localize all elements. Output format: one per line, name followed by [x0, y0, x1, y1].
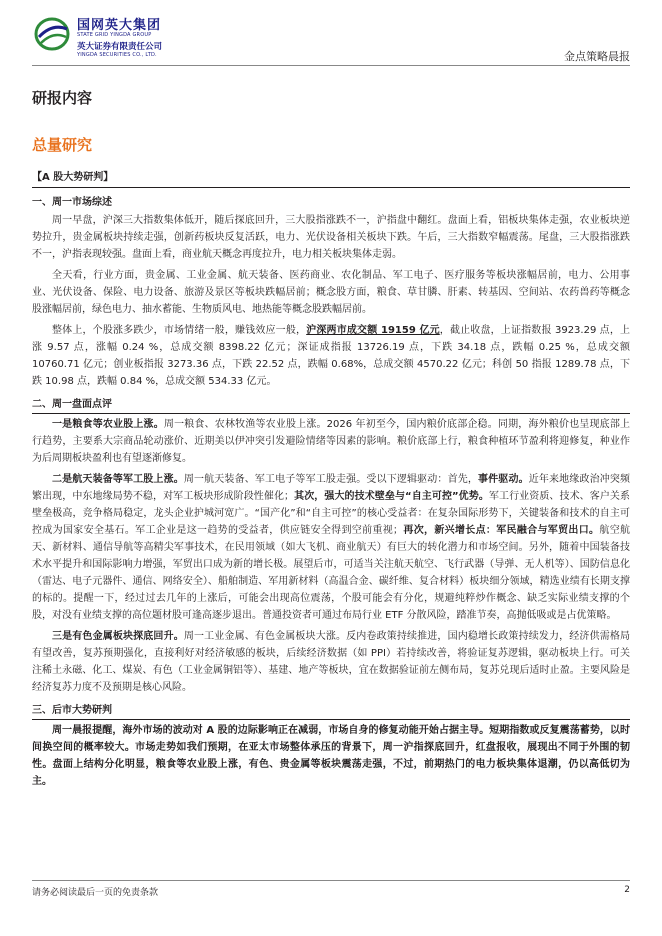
bold-span: 事件驱动。 [478, 474, 529, 485]
main-content [32, 86, 630, 794]
turnover-highlight: 沪深两市成交额 19159 亿元 [306, 325, 440, 336]
section-title: 研报内容 [32, 89, 93, 107]
paragraph-market-review-1: 周一早盘，沪深三大指数集体低开，随后探底回升，三大股指涨跌不一，沪指盘中翻红。盘面上看，铝板块集体走强，农业板块逆势拉升，贵金属板块持续走强，创新药板块反复活跃，电力、光伏设备相关板块下跌。午后，三大指数窄幅震荡。尾盘，三大股指涨跌不一，沪指表现较强。盘面上看，商业航天概念再度拉升，电力相关板块集体走弱。 [32, 215, 630, 260]
bold-span: 再次，新兴增长点：军民融合与军贸出口。 [403, 525, 600, 536]
paragraph-agriculture [32, 416, 630, 467]
company-logo-icon [33, 17, 73, 51]
text-span: 整体上，个股涨多跌少，市场情绪一般，赚钱效应一般， [52, 325, 307, 336]
paragraph-nonferrous [32, 628, 630, 696]
text-span: 周一航天装备、军工电子等军工股走强。受以下逻辑驱动：首先， [183, 474, 479, 485]
bold-lead: 一是粮食等农业股上涨。 [52, 419, 164, 430]
logo-subsidiary-english: YINGDA SECURITIES CO., LTD. [77, 52, 157, 58]
topic-tag: 【A 股大势研判】 [32, 168, 630, 188]
heading-market-review: 一、周一市场综述 [32, 197, 112, 208]
text-span: 周一工业金属、有色金属板块大涨。反内卷政策持续推进，国内稳增长政策持续发力，经济供需格局有望改善，复苏预期强化，直接利好对经济敏感的板块，后续经济数据（如 PPI）若持续改善，将验证复苏逻辑，驱动板块上行。可关注稀土永磁、化工、煤炭、有色（工业金属铜铝等）、基建、地产等板块，宜在数据验证前左侧布局，复苏兑现后适时止盈。主要风险是经济复苏力度不及预期是核心风险。 [32, 631, 631, 693]
paragraph-market-review-3 [32, 322, 630, 390]
heading-market-comment: 二、周一盘面点评 [32, 397, 630, 414]
paragraph-outlook: 周一晨报提醒，海外市场的波动对 A 股的边际影响正在减弱，市场自身的修复动能开始占据主导。短期指数或反复震荡蓄势，以时间换空间的概率较大。市场走势如我们预期，在亚太市场整体承压的背景下，周一沪指探底回升，红盘报收，展现出不同于外围的韧性。盘面上结构分化明显，粮食等农业股上涨，有色、贵金属等板块震荡走强，不过，前期热门的电力板块集体退潮，仍以高低切为主。 [32, 725, 630, 787]
text-span: 周一粮食、农林牧渔等农业股上涨。2026 年初至今，国内粮价底部企稳。同期，海外粮价也呈现底部上行趋势，主要系大宗商品轮动涨价、近期美以伊冲突引发避险情绪等因素的影响。粮价底部上行，粮食种植环节盈利将迎修复，种业作为后周期板块盈利也有望逐渐修复。 [32, 419, 630, 464]
bold-lead: 二是航天装备等军工股上涨。 [52, 474, 184, 485]
logo-subsidiary-name: 英大证券有限责任公司 [77, 42, 163, 52]
heading-outlook: 三、后市大势研判 [32, 703, 630, 720]
page-footer [32, 880, 630, 898]
paragraph-military [32, 471, 630, 624]
report-name: 金点策略晨报 [564, 50, 630, 63]
text-span: 航空航天、新材料、通信导航等高精尖军事技术，在民用领域（如大飞机、商业航天）有巨大的转化潜力和市场空间。另外，随着中国装备技术水平提升和国际影响力增强，军贸出口成为新的增长极。展望后市，可适当关注航天航空、飞行武器（导弹、无人机等）、国防信息化（雷达、电子元器件、通信、网络安全）、船舶制造、军用新材料（高温合金、碳纤维、复合材料）板块细分领域，精选业绩有长期支撑的标的。提醒一下，经过过去几年的上涨后，可能会出现高位震荡，个股可能会有分化，规避纯粹炒作概念、缺乏实际业绩支撑的个股，对没有业绩支撑的高位题材股可逢高逐步退出。普通投资者可通过布局行业 ETF 分散风险，踏准节奏，高抛低吸或是占优策略。 [32, 525, 631, 621]
bold-span: 其次，强大的技术壁垒与“自主可控”优势。 [294, 491, 489, 502]
sub-title: 总量研究 [32, 136, 93, 154]
logo-chinese-name: 国网英大集团 [77, 18, 162, 33]
bold-lead: 三是有色金属板块探底回升。 [52, 631, 184, 642]
header-divider [32, 65, 630, 66]
text-span: 军工行业资质、技术、客户关系壁垒极高，竞争格局稳定，龙头企业护城河宽广。“国产化”和“自主可控”的核心受益者：在复杂国际形势下，关键装备和技术的自主可控成为国家安全基石。军工企业是这一趋势的受益者，供应链安全得到空前重视； [32, 491, 631, 536]
page-number: 2 [624, 885, 630, 895]
page-header [0, 0, 662, 72]
logo-english-name: STATE GRID YINGDA GROUP [77, 32, 152, 38]
paragraph-market-review-2: 全天看，行业方面，贵金属、工业金属、航天装备、医药商业、农化制品、军工电子、医疗服务等板块涨幅居前，电力、公用事业、光伏设备、保险、电力设备、旅游及景区等板块跌幅居前；概念股方面，粮食、草甘膦、肝素、转基因、空间站、农药兽药等概念股涨幅居前，绿色电力、抽水蓄能、生物质风电、地热能等概念股跌幅居前。 [32, 270, 630, 315]
disclaimer-note: 请务必阅读最后一页的免责条款 [32, 888, 159, 898]
text-span: 近年来地缘政治冲突频繁出现，中东地缘局势不稳，对军工板块形成阶段性催化； [32, 474, 631, 502]
text-span: ，截止收盘，上证指数报 3923.29 点，上涨 9.57 点，涨幅 0.24 %，总成交额 8398.22 亿元；深证成指报 13726.19 点，下跌 34.18 点，跌幅 0.25 %，总成交额 10760.71 亿元；创业板指报 3273.36 点，下跌 22.52 点，跌幅 0.68%，总成交额 4570.22 亿元；科创 50 指报 1289.78 点，下跌 10.98 点，跌幅 0.84 %，总成交额 534.33 亿元。 [32, 325, 630, 387]
